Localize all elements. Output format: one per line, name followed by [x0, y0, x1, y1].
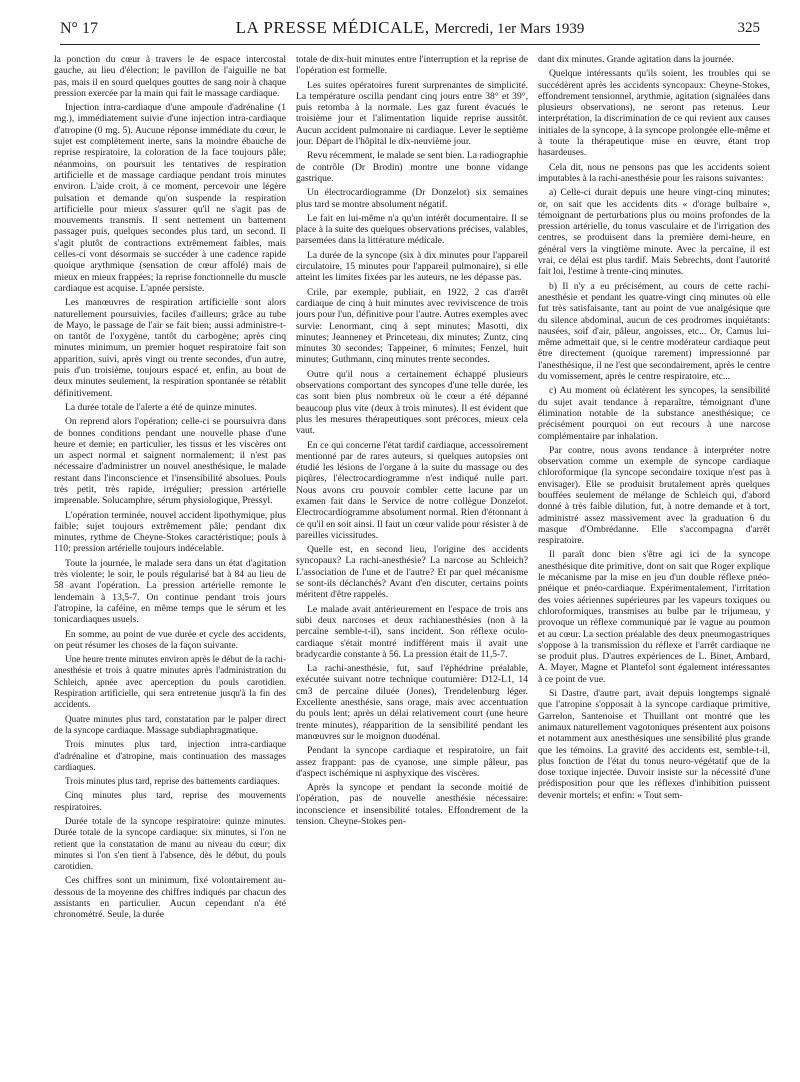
paragraph: Si Dastre, d'autre part, avait depuis longtemps signalé que l'atropine s'opposait à la syncope cardiaque primitive, Garrelon, Santenoise et Thuillant ont montré que les animaux naturellement vagotoniques présentent aux poisons et notamment aux anesthésiques une sensibilité plus grande que les témoins. La gravité des accidents est, semble-t-il, plus fonction de l'état du tonus neuro-végétatif que de la dose toxique injectée. Duvoir insiste sur la nécessité d'une prédisposition pour que les réflexes d'inhibition puissent devenir mortels; et enfin: « Tout sem- — [538, 688, 770, 801]
paragraph: Revu récemment, le malade se sent bien. La radiographie de contrôle (Dr Brodin) montre une bonne vidange gastrique. — [296, 150, 528, 184]
paragraph: Quelque intéressants qu'ils soient, les troubles qui se succédèrent après les accidents syncopaux: Cheyne-Stokes, effondrement tensionnel, arythmie, agitation (signalées dans plusieurs observations), ne seront pas retenus. Leur interprétation, la discrimination de ce qui revient aux causes initiales de la syncope, à la syncope prolongée elle-même et à toute la thérapeutique mise en œuvre, étant trop hasardeuses. — [538, 68, 770, 159]
header-rule — [60, 44, 760, 45]
paragraph: Le malade avait antérieurement en l'espace de trois ans subi deux narcoses et deux rachianesthésies (non à la percaïne semble-t-il), sans incident. Son réflexe oculo-cardiaque s'était montré indifférent mais il avait une bradycardie constante à 56. La pression était de 11,5-7. — [296, 603, 528, 660]
paragraph: Durée totale de la syncope respiratoire: quinze minutes. Durée totale de la syncope cardiaque: six minutes, si l'on ne retient que la constatation de manu au niveau du cœur; dix minutes si l'on s'en tient à l'absence, dès le début, du pouls carotidien. — [54, 816, 286, 872]
paragraph: Pendant la syncope cardiaque et respiratoire, un fait assez frappant: pas de cyanose, une simple pâleur, pas d'aspect ischémique ni asphyxique des viscères. — [296, 745, 528, 779]
paragraph: Une heure trente minutes environ après le début de la rachi-anesthésie et trois à quatre minutes après l'administration du Schleich, apnée avec aperception du pouls carotidien. Respiration artificielle, qui sera entretenue jusqu'à la fin des accidents. — [54, 654, 286, 710]
paragraph: Les suites opératoires furent surprenantes de simplicité. La température oscilla pendant cinq jours entre 38° et 39°, puis retomba à la normale. Les gaz furent évacués le troisième jour et l'alimentation liquide reprise aussitôt. Aucun accident pulmonaire ni cardiaque. Lever le septième jour. Départ de l'hôpital le dix-neuvième jour. — [296, 79, 528, 148]
paragraph: En somme, au point de vue durée et cycle des accidents, on peut résumer les choses de la façon suivante. — [54, 628, 286, 651]
paragraph: Cinq minutes plus tard, reprise des mouvements respiratoires. — [54, 790, 286, 812]
page-header — [60, 18, 760, 42]
paragraph: L'opération terminée, nouvel accident lipothymique, plus faible; sujet toujours extrêmement pâle; pendant dix minutes, rythme de Cheyne-Stokes caractéristique; pouls à 110; pression artérielle toujours indécelable. — [54, 509, 286, 555]
paragraph: Les manœuvres de respiration artificielle sont alors naturellement poursuivies, faciles d'ailleurs; grâce au tube de Mayo, le passage de l'air se fait bien; aussi administre-t-on tantôt de l'oxygène, tantôt du carbogène; après cinq minutes minimum, un premier hoquet respiratoire fait son apparition, suivi, après vingt ou trente secondes, d'un autre, puis d'un troisième, toujours espacé et, enfin, au bout de deux minutes seulement, la respiration spontanée se rétablit définitivement. — [54, 297, 286, 399]
paragraph: Après la syncope et pendant la seconde moitié de l'opération, pas de nouvelle anesthésie nécessaire: inconscience et insensibilité totales. Effondrement de la tension. Cheyne-Stokes pen- — [296, 782, 528, 827]
running-title — [60, 18, 760, 38]
paragraph: Cela dit, nous ne pensons pas que les accidents soient imputables à la rachi-anesthésie pour les raisons suivantes: — [538, 161, 770, 184]
paragraph: Par contre, nous avons tendance à interpréter notre observation comme un exemple de syncope cardiaque chloroformique (la syncope secondaire toxique n'est pas à envisager). Elle se produisit brutalement après quelques bouffées seulement de mélange de Schleich qui, d'abord donné à très faible dilution, fut, à notre demande et à tort, administré assez massivement avec la graduation 6 du masque d'Ombrédanne. Elle s'accompagna d'arrêt respiratoire. — [538, 444, 770, 547]
paragraph: Quatre minutes plus tard, constatation par le palper direct de la syncope cardiaque. Massage subdiaphragmatique. — [54, 713, 286, 735]
paragraph: Toute la journée, le malade sera dans un état d'agitation très violente; le soir, le pouls régularisé bat à 84 au lieu de 58 avant l'opération. La pression artérielle remonte le lendemain à 13,5-7. On continue pendant trois jours l'atropine, la caféine, en même temps que le sérum et les tonicardiaques usuels. — [54, 557, 286, 626]
paragraph: Quelle est, en second lieu, l'origine des accidents syncopaux? La rachi-anesthésie? La narcose au Schleich? L'association de l'une et de l'autre? Et par quel mécanisme se sont-ils déclanchés? Avant d'en discuter, certains points méritent d'être rappelés. — [296, 544, 528, 601]
paragraph: c) Au moment où éclatèrent les syncopes, la sensibilité du sujet avait tendance à reparaître, témoignant d'une élimination notable de la substance anesthésique; ce précisément pourquoi on eut recours à une narcose complémentaire par inhalation. — [538, 385, 770, 442]
article-body — [54, 54, 770, 1064]
issue-date: Mercredi, 1er Mars 1939 — [434, 21, 585, 37]
paragraph: La durée totale de l'alerte a été de quinze minutes. — [65, 401, 257, 413]
page-number: 325 — [737, 20, 760, 36]
paragraph: En ce qui concerne l'état tardif cardiaque, accessoirement mentionné par de rares auteurs, si quelques autopsies ont étudié les lésions de l'organe à la suite du massage ou des piqûres, l'électrocardiogramme n'est indiqué nulle part. Nous avons cru pouvoir combler cette lacune par un examen fait dans le Service de notre collègue Donzelot. Electrocardiogramme absolument normal. Rien d'étonnant à ce qu'il en soit ainsi. Il faut un cœur valide pour résister à de pareilles vicissitudes. — [296, 439, 528, 541]
paragraph: La rachi-anesthésie, fut, sauf l'éphédrine préalable, exécutée suivant notre technique coutumière: D12-L1, 14 cm3 de percaïne diluée (Jones), Trendelenburg léger. Excellente anesthésie, sans orage, mais avec accentuation du pouls lent; après un délai relativement court (une heure trente minutes), réapparition de la sensibilité pendant les manœuvres sur le moignon duodénal. — [296, 663, 528, 742]
paragraph: Crile, par exemple, publiait, en 1922, 2 cas d'arrêt cardiaque de cinq à huit minutes avec reviviscence de trois jours pour l'un, définitive pour l'autre. Autres exemples avec survie: Lenormant, cinq à sept minutes; Masotti, dix minutes; Jeanneney et Princeteau, dix minutes; Zuntz, cinq minutes 30 secondes; Tappeiner, 6 minutes; Fenzel, huit minutes; Guthmann, cinq minutes trente secondes. — [296, 286, 528, 366]
paragraph: Le fait en lui-même n'a qu'un intérêt documentaire. Il se place à la suite des quelques observations précises, valables, parsemées dans la littérature médicale. — [296, 212, 528, 247]
paragraph: Il paraît donc bien s'être agi ici de la syncope anesthésique dite primitive, dont on sait que Roger explique le mécanisme par la mise en jeu d'un double réflexe pnéo-pnéique et pnéo-cardiaque. Expérimentalement, l'irritation des voies aériennes supérieures par les vapeurs toxiques ou chloroformiques, transmises au bulbe par le trijumeau, y provoque un réflexe communiqué par le vague au poumon et au cœur. La section préalable des deux pneumogastriques s'oppose à la transmission du réflexe et l'arrêt cardiaque ne se produit plus. D'autres expériences de L. Binet, Ambard, A. Mayer, Magne et Plantefol sont également intéressantes à ce point de vue. — [538, 549, 770, 685]
issue-number: N° 17 — [60, 20, 98, 37]
paragraph: Injection intra-cardiaque d'une ampoule d'adrénaline (1 mg.), immédiatement suivie d'une injection intra-cardiaque d'atropine (0 mg. 5). Aucune réponse immédiate du cœur, le sujet est complètement inerte, sans la moindre ébauche de reprise respiratoire, la coloration de la face toujours pâle; néanmoins, on poursuit les tentatives de respiration artificielle et de massage cardiaque pendant trois minutes environ. L'aide croit, à ce moment, percevoir une légère pulsation et demande qu'on suspende la respiration artificielle pour mieux s'assurer qu'il ne s'agit pas de mouvements transmis. Il sent nettement un battement passager puis, quelques secondes plus tard, un second. Il s'agit plutôt de contractions extrêmement faibles, mais celles-ci vont désormais se succéder à une cadence rapide quoique arythmique (sensation de cœur affolé) mais de mieux en mieux frappées; la reprise fonctionnelle du muscle cardiaque est acquise. L'apnée persiste. — [54, 102, 286, 294]
paragraph: La durée de la syncope (six à dix minutes pour l'appareil circulatoire, 15 minutes pour l'appareil pulmonaire), si elle atteint les limites fixées par les auteurs, ne les dépasse pas. — [296, 249, 528, 284]
paragraph: Trois minutes plus tard, reprise des battements cardiaques. — [65, 776, 280, 787]
text-column-3 — [538, 54, 770, 1064]
text-column-1 — [54, 54, 286, 1064]
paragraph: On reprend alors l'opération; celle-ci se poursuivra dans de bonnes conditions pendant une nouvelle phase d'une heure et demie; en particulier, les tissus et les viscères ont un aspect normal et saignent normalement; il n'est pas nécessaire d'administrer un nouvel anesthésique, le malade restant dans l'inconscience et l'insensibilité absolues. Pouls très petit, très rapide, irrégulier; pression artérielle imprenable. Solucamphre, sérum physiologique, Pressyl. — [54, 416, 286, 507]
paragraph: dant dix minutes. Grande agitation dans la journée. — [538, 54, 734, 65]
paragraph: Ces chiffres sont un minimum, fixé volontairement au-dessous de la moyenne des chiffres indiqués par chacun des assistants en particulier. Aucun cependant n'a été chronométré. Seule, la durée — [54, 875, 286, 921]
paragraph: Un électrocardiogramme (Dr Donzelot) six semaines plus tard se montre absolument négatif. — [296, 187, 528, 210]
paragraph: a) Celle-ci durait depuis une heure vingt-cinq minutes; or, on sait que les accidents dits « d'orage bulbaire », témoignant de perturbations plus ou moins profondes de la pression artérielle, du tonus vasculaire et de l'irrigation des centres, se produisent dans la première demi-heure, en général vers la vingtième minute. Avec la percaïne, il est vrai, ce délai est plus tardif. Mais Sebrechts, dont l'autorité fait loi, l'estime à trente-cinq minutes. — [538, 187, 770, 278]
paragraph: Trois minutes plus tard, injection intra-cardiaque d'adrénaline et d'atropine, mais continuation des massages cardiaques. — [54, 739, 286, 772]
paragraph: la ponction du cœur à travers le 4e espace intercostal gauche, au lieu d'élection; le pavillon de l'aiguille ne bat pas, mais il en sourd quelques gouttes de sang noir à chaque pression exercée par la main qui fait le massage cardiaque. — [54, 54, 286, 99]
journal-title: LA PRESSE MÉDICALE, — [235, 18, 430, 37]
paragraph: totale de dix-huit minutes entre l'interruption et la reprise de l'opération est formelle. — [296, 54, 528, 77]
paragraph: Outre qu'il nous a certainement échappé plusieurs observations comportant des syncopes d'une telle durée, les cas sont bien plus nombreux où le cœur a été dépanné beaucoup plus vite (deux à trois minutes). Il est évident que plus les mesures thérapeutiques sont précoces, mieux cela vaut. — [296, 368, 528, 437]
paragraph: b) Il n'y a eu précisément, au cours de cette rachi-anesthésie et pendant les quatre-vingt cinq minutes où elle fut très satisfaisante, tant au point de vue analgésique que du silence abdominal, aucun de ces prodromes inquiétants: nausées, soif d'air, pâleur, angoisses, etc... Or, Camus lui-même admettait que, si le centre modérateur cardiaque peut être directement (quoique rarement) impressionné par l'anesthésique, il ne l'est que secondairement, après le centre du vomissement, après le centre respiratoire, etc... — [538, 280, 770, 383]
text-column-2 — [296, 54, 528, 1064]
